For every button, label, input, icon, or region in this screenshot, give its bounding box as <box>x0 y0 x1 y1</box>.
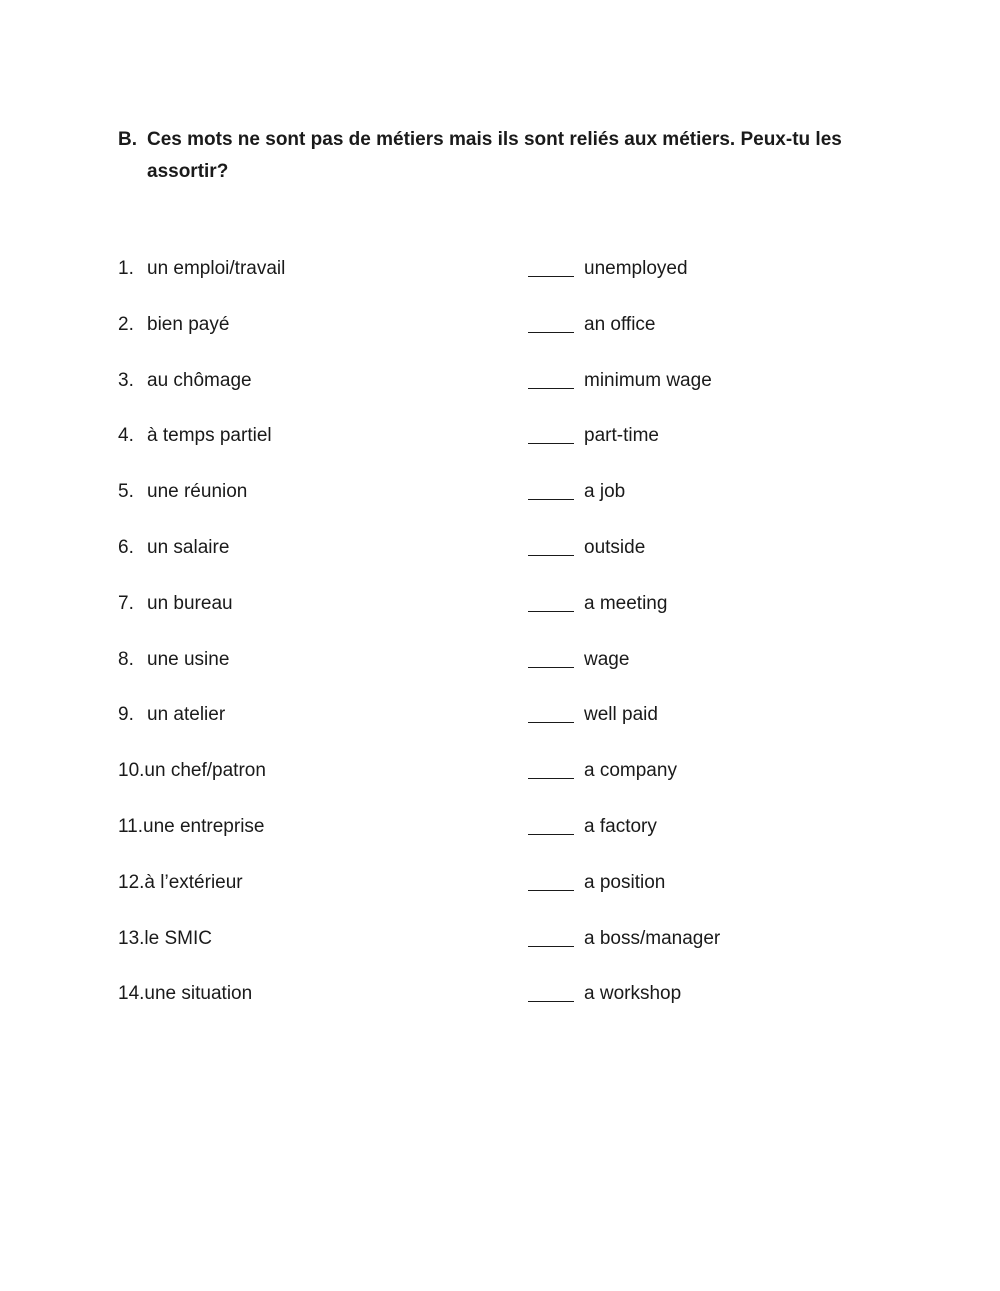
english-term: an office <box>584 313 656 335</box>
answer-blank[interactable] <box>528 254 574 277</box>
item-number: 11. <box>118 815 144 837</box>
match-row <box>118 477 878 533</box>
answer-blank[interactable] <box>528 589 574 612</box>
item-number: 7. <box>118 592 134 614</box>
french-term: une entreprise <box>143 815 265 837</box>
match-row <box>118 254 878 310</box>
match-row <box>118 645 878 701</box>
match-row <box>118 756 878 812</box>
match-row <box>118 366 878 422</box>
item-number: 3. <box>118 369 134 391</box>
english-term: wage <box>584 648 630 670</box>
english-term: a factory <box>584 815 657 837</box>
answer-blank[interactable] <box>528 533 574 556</box>
english-term: unemployed <box>584 258 688 279</box>
french-term: bien payé <box>147 313 230 335</box>
item-number-and-term <box>118 868 243 898</box>
french-term: une situation <box>144 983 253 1005</box>
item-number: 4. <box>118 425 134 447</box>
french-term: un atelier <box>147 704 226 726</box>
match-row <box>118 979 878 1035</box>
english-term: well paid <box>584 704 658 726</box>
match-row <box>118 924 878 980</box>
french-term: un emploi/travail <box>147 258 286 279</box>
item-number-and-term <box>118 756 266 786</box>
answer-blank[interactable] <box>528 366 574 389</box>
french-term: un bureau <box>147 592 233 614</box>
answer-blank[interactable] <box>528 979 574 1002</box>
item-number: 13. <box>118 927 145 949</box>
english-term: a boss/manager <box>584 927 721 949</box>
english-term: minimum wage <box>584 369 712 391</box>
instruction <box>118 124 878 188</box>
answer-blank[interactable] <box>528 812 574 835</box>
english-term: part-time <box>584 425 659 447</box>
item-number: 5. <box>118 481 134 503</box>
match-row <box>118 533 878 589</box>
item-number-and-term <box>118 924 212 954</box>
english-term: a job <box>584 481 626 503</box>
answer-blank[interactable] <box>528 421 574 444</box>
section-letter: B. <box>118 129 137 150</box>
answer-blank[interactable] <box>528 756 574 779</box>
match-row <box>118 589 878 645</box>
match-row <box>118 812 878 868</box>
french-term: le SMIC <box>144 927 212 949</box>
item-number: 10. <box>118 760 145 782</box>
match-row <box>118 310 878 366</box>
item-number: 9. <box>118 704 134 726</box>
answer-blank[interactable] <box>528 477 574 500</box>
item-number: 12. <box>118 871 145 893</box>
match-row <box>118 421 878 477</box>
item-number: 2. <box>118 313 134 335</box>
item-number-and-term <box>118 812 264 842</box>
answer-blank[interactable] <box>528 924 574 947</box>
english-term: a company <box>584 760 677 782</box>
item-number: 8. <box>118 648 134 670</box>
english-term: a workshop <box>584 983 682 1005</box>
match-row <box>118 700 878 756</box>
english-term: a meeting <box>584 592 668 614</box>
english-term: outside <box>584 536 646 558</box>
french-term: un salaire <box>147 536 230 558</box>
answer-blank[interactable] <box>528 645 574 668</box>
french-term: une usine <box>147 648 230 670</box>
item-number: 14. <box>118 983 145 1005</box>
matching-list <box>118 254 878 1035</box>
answer-blank[interactable] <box>528 868 574 891</box>
match-row <box>118 868 878 924</box>
french-term: à temps partiel <box>147 425 272 447</box>
french-term: un chef/patron <box>144 760 266 782</box>
french-term: au chômage <box>147 369 252 391</box>
instruction-text: Ces mots ne sont pas de métiers mais ils sont reliés aux métiers. Peux-tu les assortir? <box>147 129 842 182</box>
english-term: a position <box>584 871 666 893</box>
french-term: une réunion <box>147 481 248 503</box>
item-number: 6. <box>118 536 134 558</box>
answer-blank[interactable] <box>528 700 574 723</box>
item-number-and-term <box>118 979 252 1009</box>
french-term: à l’extérieur <box>144 871 243 893</box>
item-number: 1. <box>118 258 134 279</box>
answer-blank[interactable] <box>528 310 574 333</box>
